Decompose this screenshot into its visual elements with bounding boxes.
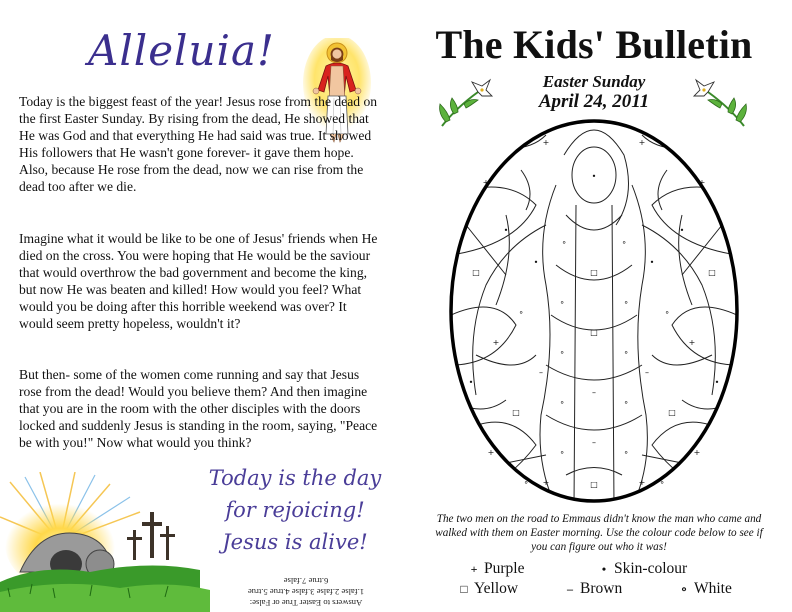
svg-text:+: +	[542, 138, 550, 147]
svg-text:∘: ∘	[561, 238, 567, 247]
rejoice-line-2: for rejoicing!	[225, 498, 365, 522]
svg-text:•: •	[591, 172, 597, 181]
svg-text:∘: ∘	[664, 308, 670, 317]
dot-symbol-icon: •	[601, 562, 607, 576]
svg-text:□: □	[472, 268, 480, 277]
bulletin-date: April 24, 2011	[538, 91, 650, 112]
svg-text:+: +	[492, 338, 500, 347]
legend-label: Skin-colour	[614, 560, 688, 577]
svg-text:∘: ∘	[623, 348, 629, 357]
paragraph-easter-feast: Today is the biggest feast of the year! Jesus rose from the dead on the first Easter Sunday. By rising from the dead, He showed that He was God and that everything He had said was true. It showed His followers that He wasn't gone forever- it gave them hope. Also, because He rose from the dead, now we can rise from the dead too after we die.	[19, 94, 378, 195]
svg-text:□: □	[590, 328, 598, 337]
svg-text:∘: ∘	[559, 348, 565, 357]
svg-text:+: +	[638, 478, 646, 487]
svg-text:∘: ∘	[523, 478, 529, 487]
paragraph-women-come: But then- some of the women come running and say that Jesus rose from the dead! Would you believe them? And then imagine that you are in the room with the other disciples with the doors locked and suddenly Jesus is standing in the room, saying, "Peace be with you!" Now what would you think?	[19, 367, 378, 451]
true-false-answers-upside-down	[226, 575, 386, 608]
svg-text:–: –	[539, 368, 543, 377]
svg-text:•: •	[468, 378, 474, 387]
answers-line-3: 6.true 7.false	[283, 576, 329, 586]
svg-text:–: –	[645, 368, 649, 377]
alleluia-title: Alleluia!	[88, 26, 275, 75]
legend-skin-colour	[598, 560, 687, 578]
svg-text:∘: ∘	[559, 298, 565, 307]
svg-text:+: +	[482, 178, 490, 187]
svg-text:•: •	[679, 226, 685, 235]
svg-text:∘: ∘	[518, 308, 524, 317]
svg-text:∘: ∘	[623, 398, 629, 407]
svg-text:+: +	[688, 338, 696, 347]
answers-line-2: 1.false 2.false 3.false 4.true 5.true	[247, 587, 365, 597]
legend-brown	[564, 580, 622, 598]
bulletin-subtitle: Easter Sunday	[542, 72, 646, 91]
ring-symbol-icon: ∘	[680, 582, 688, 596]
legend-label: White	[694, 580, 732, 597]
svg-text:•: •	[649, 258, 655, 267]
paragraph-imagine: Imagine what it would be like to be one of Jesus' friends when He died on the cross. You were hoping that He would be the saviour that would overthrow the bad government and become the king, but now He was beaten and killed! How would you feel? What would you be doing after this horrible weekend was over? It would seem pretty hopeless, wouldn't it?	[19, 231, 378, 332]
svg-text:∘: ∘	[559, 398, 565, 407]
svg-text:+: +	[487, 448, 495, 457]
svg-text:•: •	[503, 226, 509, 235]
answers-line-1: Answers to Easter True or False:	[249, 598, 363, 608]
square-symbol-icon: □	[460, 582, 468, 596]
svg-text:•: •	[533, 258, 539, 267]
svg-text:–: –	[592, 388, 596, 397]
svg-text:□: □	[590, 268, 598, 277]
svg-text:∘: ∘	[623, 298, 629, 307]
rejoice-line-3: Jesus is alive!	[222, 530, 368, 554]
svg-text:+: +	[698, 178, 706, 187]
rejoice-line-1: Today is the day	[208, 466, 382, 490]
svg-text:∘: ∘	[623, 448, 629, 457]
right-page	[396, 0, 792, 612]
dash-symbol-icon: –	[567, 582, 573, 596]
legend-yellow	[458, 580, 518, 598]
legend-label: Yellow	[474, 580, 519, 597]
rejoice-message	[205, 462, 385, 558]
svg-text:∘: ∘	[659, 478, 665, 487]
legend-white	[678, 580, 732, 598]
svg-text:□: □	[512, 408, 520, 417]
empty-tomb-sunrise-illustration	[0, 472, 230, 612]
svg-text:∘: ∘	[559, 448, 565, 457]
svg-text:+: +	[693, 448, 701, 457]
svg-text:□: □	[668, 408, 676, 417]
legend-purple	[468, 560, 524, 578]
svg-text:∘: ∘	[621, 238, 627, 247]
svg-text:□: □	[590, 480, 598, 489]
emmaus-caption: The two men on the road to Emmaus didn't know the man who came and walked with them on Easter morning. Use the colour code below to see if you can figure out who it was!	[435, 513, 763, 553]
plus-symbol-icon: +	[470, 562, 478, 576]
svg-text:+: +	[638, 138, 646, 147]
color-by-symbol-egg-puzzle	[446, 115, 742, 507]
legend-label: Purple	[484, 560, 525, 577]
legend-label: Brown	[580, 580, 623, 597]
svg-text:–: –	[592, 438, 596, 447]
svg-text:+: +	[542, 478, 550, 487]
svg-text:□: □	[708, 268, 716, 277]
svg-text:•: •	[714, 378, 720, 387]
bulletin-title: The Kids' Bulletin	[435, 22, 753, 67]
